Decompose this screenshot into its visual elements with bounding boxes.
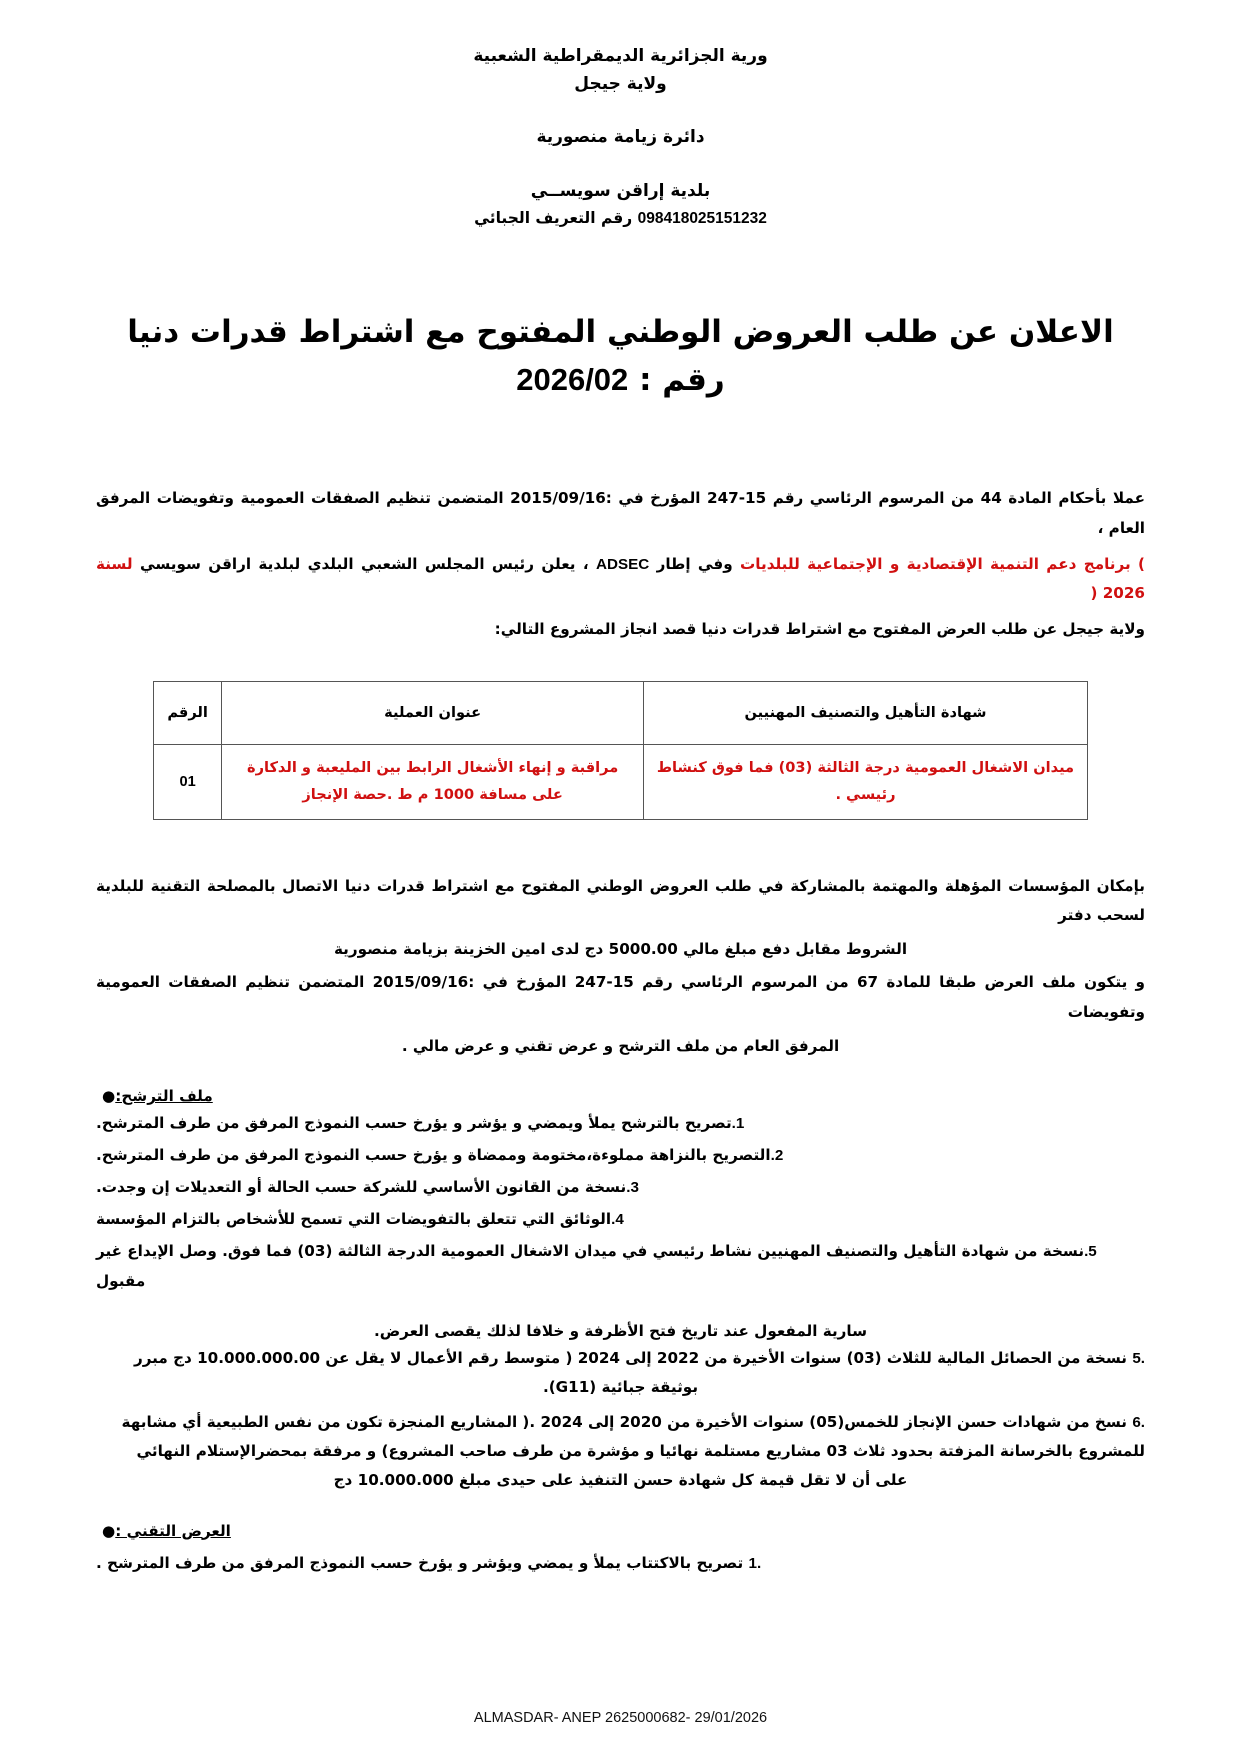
offer-file-paragraph-line-1: و يتكون ملف العرض طبقا للمادة 67 من المرسوم الرئاسي رقم 15-247 المؤرخ في :2015/09/16 المتضمن تنظيم الصفقات العمومية وتفويضات [96, 973, 1145, 1022]
header-commune-line: بلدية إراقن سويســي [530, 180, 711, 201]
list-item-text: نسخة من شهادة التأهيل والتصنيف المهنيين نشاط رئيسي في ميدان الاشغال العمومية الدرجة الثالثة (03) فما فوق. وصل الإيداع غير مقبول [96, 1241, 1085, 1290]
header-tax-id-line [96, 207, 1145, 230]
table-cell-number: 01 [154, 744, 222, 819]
list-item-label: 2. [770, 1147, 784, 1165]
intro-red-close-paren: ( [1090, 584, 1098, 603]
list-item [96, 1173, 1145, 1203]
tax-id-label: رقم التعريف الجبائي [474, 209, 633, 227]
list-item-text: تصريح بالاكتتاب يملأ و يمضي ويؤشر و يؤرخ حسب النموذج المرفق من طرف المترشح . [96, 1553, 744, 1572]
list-item-label: 1. [731, 1115, 745, 1133]
document-header [96, 44, 1145, 230]
offer-file-paragraph-line-2: المرفق العام من ملف الترشح و عرض تقني و عرض مالي . [401, 1036, 840, 1055]
header-daira-line: دائرة زيامة منصورية [536, 127, 705, 147]
list-item [96, 1205, 1145, 1235]
bullet-icon: ● [102, 1521, 116, 1540]
list-item-text: الوثائق التي تتعلق بالتفويضات التي تسمح للأشخاص بالتزام المؤسسة [96, 1209, 612, 1228]
intro-paragraph-line-1: عملا بأحكام المادة 44 من المرسوم الرئاسي رقم 15-247 المؤرخ في :2015/09/16 المتضمن تنظيم الصفقات العمومية وتفويضات المرفق العام ، [96, 489, 1145, 537]
table-cell-operation [222, 744, 644, 819]
intro-paragraph-line-3: ولاية جيجل عن طلب العرض المفتوح مع اشتراط قدرات دنيا قصد انجاز المشروع التالي: [494, 619, 1145, 638]
validity-note: سارية المفعول عند تاريخ فتح الأظرفة و خلافا لذلك يقصى العرض. [373, 1321, 868, 1340]
technical-section-heading [96, 1522, 1145, 1540]
list-item-text: تصريح بالترشح يملأ ويمضي و يؤشر و يؤرخ حسب النموذج المرفق من طرف المترشح. [96, 1114, 732, 1133]
table-header-operation: عنوان العملية [222, 681, 644, 744]
list-item [96, 1141, 1145, 1171]
page-title-text: الاعلان عن طلب العروض الوطني المفتوح مع اشتراط قدرات دنيا رقم : [127, 314, 1114, 399]
list-item [96, 1237, 1145, 1296]
document-footer: ALMASDAR- ANEP 2625000682- 29/01/2026 [473, 1710, 768, 1726]
intro-block [96, 484, 1145, 644]
bullet-icon: ● [102, 1087, 116, 1106]
list-item [96, 1554, 1145, 1572]
intro-black-segment-b: وفي إطار [656, 554, 733, 573]
intro-black-segment-a: ، يعلن رئيس المجلس الشعبي البلدي لبلدية اراقن سويسي [139, 554, 589, 573]
candidacy-section-heading [96, 1087, 1145, 1105]
list-item [96, 1109, 1145, 1139]
intro-red-year: برنامج دعم التنمية الإقتصادية و الإجتماعية للبلديات [740, 554, 1131, 573]
candidacy-extra-list [96, 1344, 1145, 1496]
list-item-label: .6 [1132, 1413, 1145, 1431]
tender-table [153, 681, 1088, 820]
table-cell-operation-line-2: على مسافة 1000 م ط .حصة الإنجاز [302, 785, 563, 803]
intro-adsec-acronym: ADSEC [596, 555, 650, 573]
table-row [154, 744, 1088, 819]
intro-red-open-paren: ) [1138, 554, 1145, 573]
list-item-label: 3. [626, 1179, 639, 1197]
technical-heading-text: العرض التقني : [115, 1521, 231, 1540]
list-item-text: التصريح بالنزاهة مملوءة،مختومة وممضاة و يؤرخ حسب النموذج المرفق من طرف المترشح. [96, 1146, 771, 1165]
withdraw-paragraph-line-2: الشروط مقابل دفع مبلغ مالي 5000.00 دج لدى امين الخزينة بزيامة منصورية [333, 939, 908, 958]
candidacy-heading-text: ملف الترشح: [115, 1087, 213, 1106]
list-item [96, 1344, 1145, 1402]
tax-id-number: 098418025151232 [637, 210, 767, 227]
table-header-certificate: شهادة التأهيل والتصنيف المهنيين [643, 681, 1087, 744]
list-item-label: 4. [611, 1210, 624, 1228]
list-item-text-line-3: على أن لا تقل قيمة كل شهادة حسن التنفيذ على حيدى مبلغ 10.000.000 دج [333, 1471, 908, 1490]
conditions-block [96, 872, 1145, 1062]
header-republic-line: ورية الجزائرية الديمقراطية الشعبية [473, 46, 768, 66]
page-title-number: 2026/02 [516, 362, 629, 398]
list-item [96, 1408, 1145, 1496]
candidacy-list [96, 1109, 1145, 1295]
technical-section [96, 1522, 1145, 1572]
list-item-label: .1 [748, 1554, 762, 1572]
table-header-number: الرقم [154, 681, 222, 744]
list-item-text-line-2: للمشروع بالخرسانة المزفتة بحدود ثلاث 03 مشاريع مستلمة نهائيا و مؤشرة من طرف صاحب المشروع) و مرفقة بمحضرالإستلام النهائي [136, 1442, 1145, 1461]
list-item-text: نسخة من القانون الأساسي للشركة حسب الحالة أو التعديلات إن وجدت. [96, 1178, 627, 1197]
intro-paragraph-line-2 [96, 550, 1145, 609]
list-item-label: .5 [1132, 1349, 1145, 1367]
list-item-text-line-1: نسخة من الحصائل المالية للثلاث (03) سنوات الأخيرة من 2022 إلى 2024 ( متوسط رقم الأعمال لا يقل عن 10.000.000.00 دج مبرر [133, 1348, 1128, 1367]
list-item-text-line-1: نسخ من شهادات حسن الإنجاز للخمس(05) سنوات الأخيرة من 2020 إلى 2024 .( المشاريع المنجزة تكون من نفس الطبيعية أي مشابهة [121, 1412, 1128, 1431]
intro-red-program: لسنة 2026 [96, 554, 1145, 603]
table-cell-certificate: ميدان الاشغال العمومية درجة الثالثة (03) فما فوق كنشاط رئيسي . [643, 744, 1087, 819]
page-title [126, 308, 1115, 404]
list-item-label: 5. [1084, 1242, 1097, 1260]
table-header-row [154, 681, 1088, 744]
table-cell-operation-line-1: مراقبة و إنهاء الأشغال الرابط بين المليعبة و الدكارة [246, 758, 619, 776]
withdraw-paragraph-line-1: بإمكان المؤسسات المؤهلة والمهتمة بالمشاركة في طلب العروض الوطني المفتوح مع اشتراط قدرات دنيا الاتصال بالمصلحة التقنية للبلدية لسحب دفتر [96, 876, 1145, 925]
list-item-text-line-2: بوثيقة جبائية (G11). [542, 1377, 699, 1396]
header-wilaya-line: ولاية جيجل [574, 73, 667, 94]
